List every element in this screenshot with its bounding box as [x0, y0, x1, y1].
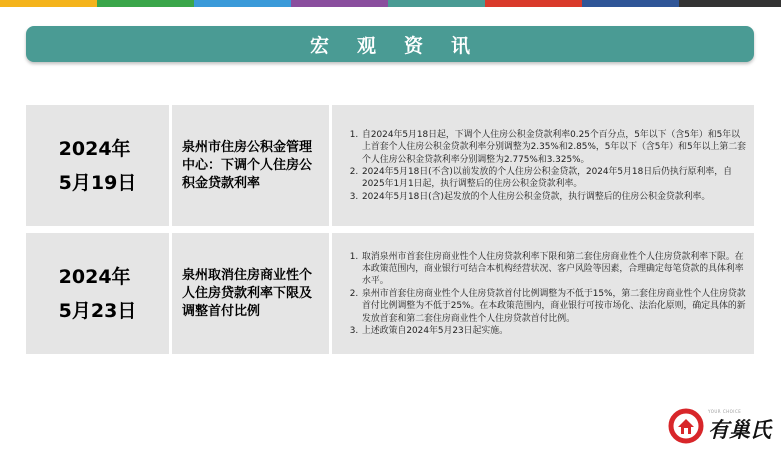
logo-name: 有巢氏: [708, 418, 771, 442]
top-color-segment: [388, 0, 485, 7]
list-item: 1. 自2024年5月18日起，下调个人住房公积金贷款利率0.25个百分点，5年以下（含5年）和5年以上首套个人住房公积金贷款利率分别调整为2.35%和2.85%，5年以下（含5年）和5年以上第二套个人住房公积金贷款利率分别调整为2.775%和3.325%。: [361, 129, 746, 166]
top-color-segment: [0, 0, 97, 7]
list-item: 2. 泉州市首套住房商业性个人住房贷款首付比例调整为不低于15%，第二套住房商业性个人住房贷款首付比例调整为不低于25%。在本政策范围内，商业银行可按市场化、法治化原则，确定具体的新发放首套和第二套住房商业性个人住房贷款首付比例。: [361, 288, 746, 325]
header-title: 宏观资讯: [309, 34, 498, 57]
brand-logo: [668, 406, 778, 446]
top-color-segment: [194, 0, 291, 7]
house-in-circle-icon: [668, 408, 704, 444]
top-color-segment: [291, 0, 388, 7]
date-cell: [26, 233, 169, 354]
top-color-segment: [97, 0, 194, 7]
date-text: [59, 132, 137, 200]
news-row-2: [26, 233, 754, 354]
content-list: [344, 251, 746, 338]
content-cell: [332, 105, 754, 226]
logo-tagline: YOUR CHOICE: [708, 409, 742, 414]
top-color-segment: [582, 0, 679, 7]
top-color-segment: [679, 0, 781, 7]
news-title: 泉州取消住房商业性个人住房贷款利率下限及调整首付比例: [182, 267, 313, 319]
date-text: [59, 260, 137, 328]
list-item: 1. 取消泉州市首套住房商业性个人住房贷款利率下限和第二套住房商业性个人住房贷款利率下限。在本政策范围内，商业银行可结合本机构经营状况、客户风险等因素，合理确定每笔贷款的具体利率水平。: [361, 251, 746, 288]
news-title: 泉州市住房公积金管理中心：下调个人住房公积金贷款利率: [182, 139, 313, 191]
header-banner: [26, 26, 754, 62]
list-item: 3. 上述政策自2024年5月23日起实施。: [361, 325, 746, 337]
date-day: 5月23日: [58, 299, 137, 322]
top-color-segment: [485, 0, 582, 7]
date-year: 2024年: [58, 265, 131, 288]
title-cell: [172, 105, 329, 226]
content-cell: [332, 233, 754, 354]
date-year: 2024年: [58, 137, 131, 160]
date-day: 5月19日: [58, 171, 137, 194]
list-item: 2. 2024年5月18日(不含)以前发放的个人住房公积金贷款，2024年5月18日后仍执行原利率，自2025年1月1日起，执行调整后的住房公积金贷款利率。: [361, 166, 746, 191]
content-list: [344, 129, 746, 203]
title-cell: [172, 233, 329, 354]
date-cell: [26, 105, 169, 226]
list-item: 3. 2024年5月18日(含)起发放的个人住房公积金贷款，执行调整后的住房公积金贷款利率。: [361, 191, 746, 203]
news-row-1: [26, 105, 754, 226]
top-color-bar: [0, 0, 781, 7]
